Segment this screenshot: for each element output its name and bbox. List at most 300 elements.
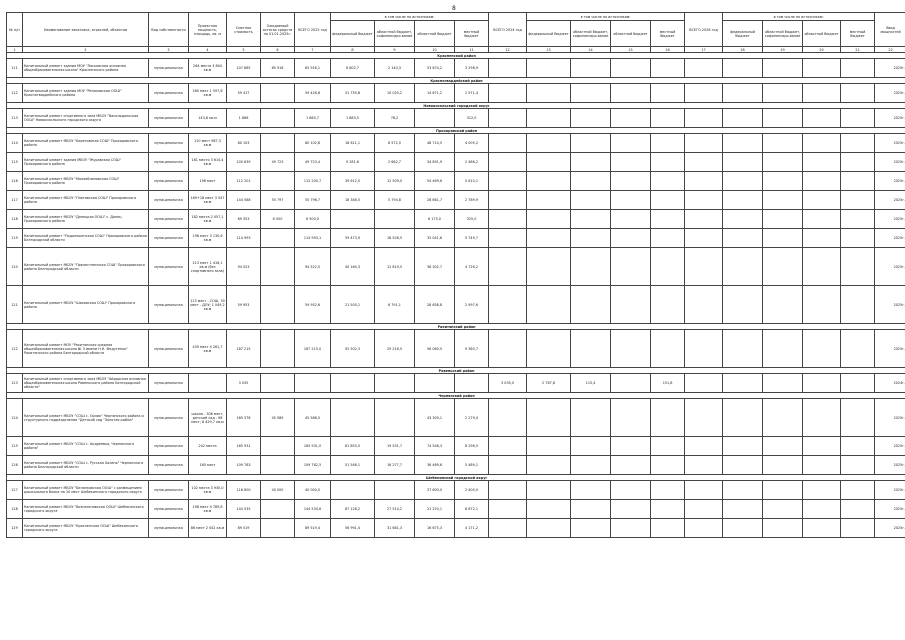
cell-t24 (489, 437, 527, 456)
cell-cap: 182 места 2 057,1 кв.м (189, 210, 227, 229)
cell-no: 129 (7, 519, 23, 538)
cell-l26 (841, 172, 875, 191)
cell-t26 (685, 456, 723, 475)
cell-no: 119 (7, 229, 23, 248)
cell-cost: 94 523 (227, 248, 261, 286)
cell-name: Капитальный ремонт МБОУ "СОШ с. Орлик" Чернянского района и структурного подразделения "Детский сад "Золотая рыбка" (23, 399, 149, 437)
header-federal: федеральный бюджет (723, 21, 763, 47)
column-number: 19 (763, 47, 803, 53)
cell-cost: 187 215 (227, 330, 261, 368)
cell-t26 (685, 500, 723, 519)
cell-fed: 92 502,3 (331, 330, 375, 368)
cell-f26 (723, 437, 763, 456)
cell-own: муниципальная (149, 172, 189, 191)
cell-t26 (685, 248, 723, 286)
cell-reg: 34 891,9 (415, 153, 455, 172)
cell-t24 (489, 84, 527, 103)
cell-tot: 55 796,7 (295, 191, 331, 210)
cell-f26 (723, 229, 763, 248)
cell-t24 (489, 210, 527, 229)
cell-year: 2025г. (875, 210, 905, 229)
cell-cap: 181 место 3 614,4 кв.м (189, 153, 227, 172)
cell-rc26 (763, 330, 803, 368)
cell-no: 111 (7, 59, 23, 78)
cell-l26 (841, 374, 875, 393)
cell-year: 2025г. (875, 456, 905, 475)
header-regional: областной бюджет (415, 21, 455, 47)
cell-tot: 59 426,6 (295, 84, 331, 103)
table-row (7, 210, 905, 229)
cell-own: муниципальная (149, 330, 189, 368)
cell-cost: 59 953 (227, 286, 261, 324)
cell-name: Капитальный ремонт МБОУ "Красненская ООШ" Шебекинского городского округа (23, 519, 149, 538)
cell-tot (295, 374, 331, 393)
cell-rc26 (763, 153, 803, 172)
cell-rem: 65 916 (261, 59, 295, 78)
cell-cap: 110 мест 987,3 кв.м (189, 134, 227, 153)
cell-year: 2025г. (875, 500, 905, 519)
cell-loc: 2 486,2 (455, 153, 489, 172)
cell-f26 (723, 248, 763, 286)
cell-t26 (685, 330, 723, 368)
cell-rcof: 31 681,3 (375, 519, 415, 538)
cell-rem (261, 456, 295, 475)
cell-loc (455, 374, 489, 393)
column-number: 6 (261, 47, 295, 53)
cell-own: муниципальная (149, 437, 189, 456)
cell-r24 (611, 399, 651, 437)
cell-f26 (723, 109, 763, 128)
cell-name: Капитальный ремонт здания МБОУ "Журавская СОШ" Прохоровского района (23, 153, 149, 172)
cell-l26 (841, 109, 875, 128)
cell-rcof (375, 399, 415, 437)
column-number: 8 (331, 47, 375, 53)
cell-year: 2025г. (875, 437, 905, 456)
cell-reg: 28 658,8 (415, 286, 455, 324)
column-number: 20 (803, 47, 841, 53)
header-capacity: Проектная мощность, площадь, кв. м (189, 13, 227, 47)
cell-l26 (841, 134, 875, 153)
cell-rc26 (763, 519, 803, 538)
header-federal: федеральный бюджет (527, 21, 571, 47)
cell-reg: 28 861,7 (415, 191, 455, 210)
cell-l24 (651, 172, 685, 191)
cell-t24 (489, 153, 527, 172)
cell-f24 (527, 437, 571, 456)
cell-no: 121 (7, 286, 23, 324)
cell-l24 (651, 153, 685, 172)
cell-no: 122 (7, 330, 23, 368)
cell-reg: 74 548,3 (415, 437, 455, 456)
cell-cap: 264 места 3 844 кв.м (189, 59, 227, 78)
column-number: 4 (189, 47, 227, 53)
cell-l26 (841, 399, 875, 437)
cell-tot: 80 102,8 (295, 134, 331, 153)
cell-f26 (723, 191, 763, 210)
cell-l26 (841, 456, 875, 475)
cell-rc26 (763, 84, 803, 103)
cell-own: муниципальная (149, 109, 189, 128)
column-number: 10 (415, 47, 455, 53)
cell-rc24 (571, 500, 611, 519)
cell-r24 (611, 153, 651, 172)
cell-loc: 3 298,9 (455, 59, 489, 78)
cell-r26 (803, 210, 841, 229)
cell-cost: 109 783 (227, 456, 261, 475)
header-total-2026: ВСЕГО 2026 год (685, 13, 723, 47)
cell-loc: 2 997,6 (455, 286, 489, 324)
cell-t26 (685, 519, 723, 538)
cell-rcof: 8 572,0 (375, 134, 415, 153)
cell-rc24 (571, 84, 611, 103)
column-number: 22 (875, 47, 905, 53)
column-number: 15 (611, 47, 651, 53)
cell-own: муниципальная (149, 481, 189, 500)
cell-tot: 49 723,4 (295, 153, 331, 172)
cell-l26 (841, 59, 875, 78)
cell-fed (331, 481, 375, 500)
cell-year: 2024г. (875, 374, 905, 393)
header-row-group (7, 13, 905, 21)
cell-fed: 1 883,5 (331, 109, 375, 128)
cell-fed: 59 473,9 (331, 229, 375, 248)
header-no: № п/п (7, 13, 23, 47)
cell-name: Капитальный ремонт МБОУ "СОШ с. Русская Халань" Чернянского района Белгородской области (23, 456, 149, 475)
cell-rem (261, 172, 295, 191)
cell-rc24 (571, 330, 611, 368)
cell-rcof: 2 662,7 (375, 153, 415, 172)
cell-f24 (527, 59, 571, 78)
cell-name: Капитальный ремонт МБОУ "Белянковская ООШ" с размещением дошкольного блока на 20 мест Шебекинского городского округа (23, 481, 149, 500)
cell-fed: 56 991,4 (331, 519, 375, 538)
cell-rc26 (763, 500, 803, 519)
cell-fed (331, 374, 375, 393)
cell-year: 2025г. (875, 153, 905, 172)
cell-l26 (841, 210, 875, 229)
table-row (7, 286, 905, 324)
cell-r26 (803, 286, 841, 324)
cell-no: 126 (7, 456, 23, 475)
cell-l24 (651, 84, 685, 103)
cell-l24 (651, 286, 685, 324)
cell-f26 (723, 172, 763, 191)
header-federal: федеральный бюджет (331, 21, 375, 47)
cell-rcof (375, 374, 415, 393)
cell-no: 124 (7, 399, 23, 437)
cell-rc24 (571, 59, 611, 78)
table-row (7, 437, 905, 456)
cell-tot: 65 916,1 (295, 59, 331, 78)
column-number: 18 (723, 47, 763, 53)
cell-own: муниципальная (149, 399, 189, 437)
cell-name: Капитальный ремонт спортивного зала МБОУ "Айдарская основная общеобразовательная школа Ровеньского района Белгородской области" (23, 374, 149, 393)
cell-f26 (723, 399, 763, 437)
cell-no: 120 (7, 248, 23, 286)
cell-loc: 325,0 (455, 210, 489, 229)
cell-f24 (527, 519, 571, 538)
cell-rc26 (763, 191, 803, 210)
cell-rc24 (571, 172, 611, 191)
cell-rcof (375, 481, 415, 500)
cell-reg: 21 220,1 (415, 500, 455, 519)
cell-reg: 6 175,0 (415, 210, 455, 229)
header-regional-cofin: областной бюджет, софинансиро-вание (571, 21, 611, 47)
cell-t24 (489, 109, 527, 128)
cell-fed: 40 164,3 (331, 248, 375, 286)
column-number: 17 (685, 47, 723, 53)
cell-name: Капитальный ремонт здания МОУ "Репяховская ООШ" Красногвардейского района (23, 84, 149, 103)
cell-tot: 109 782,5 (295, 456, 331, 475)
cell-r24 (611, 84, 651, 103)
cell-fed: 6 802,7 (331, 59, 375, 78)
cell-loc: 2 789,9 (455, 191, 489, 210)
cell-rc26 (763, 59, 803, 78)
header-regional-cofin: областной бюджет, софинансиро-вание (375, 21, 415, 47)
cell-cost: 169 378 (227, 399, 261, 437)
column-number: 1 (7, 47, 23, 53)
cell-reg: 14 671,2 (415, 84, 455, 103)
column-number: 21 (841, 47, 875, 53)
cell-r26 (803, 59, 841, 78)
cell-no: 114 (7, 134, 23, 153)
header-local: местный бюджет (841, 21, 875, 47)
cell-rem: 40 000 (261, 481, 295, 500)
cell-year: 2025г. (875, 172, 905, 191)
cell-rem: 45 589 (261, 399, 295, 437)
cell-t24 (489, 481, 527, 500)
cell-r26 (803, 134, 841, 153)
cell-year: 2025г. (875, 109, 905, 128)
cell-f26 (723, 210, 763, 229)
table-row (7, 500, 905, 519)
cell-l24: 151,8 (651, 374, 685, 393)
cell-t26 (685, 481, 723, 500)
cell-f24: 2 787,8 (527, 374, 571, 393)
column-number: 2 (23, 47, 149, 53)
cell-cost: 107 685 (227, 59, 261, 78)
cell-f26 (723, 153, 763, 172)
cell-name: Капитальный ремонт МБОУ "Прелестненская СОШ" Прохоровского района Белгородской области (23, 248, 149, 286)
cell-rem (261, 286, 295, 324)
cell-f26 (723, 456, 763, 475)
cell-reg: 53 674,2 (415, 59, 455, 78)
cell-rem (261, 437, 295, 456)
cell-fed: 18 346,5 (331, 191, 375, 210)
cell-cap: школа - 308 мест, детский сад - 98 мест; 8 429,7 кв.м (189, 399, 227, 437)
cell-l24 (651, 191, 685, 210)
header-local: местный бюджет (455, 21, 489, 47)
cell-f26 (723, 500, 763, 519)
cell-rc26 (763, 399, 803, 437)
cell-name: Капитальный ремонт МБОУ "Береговская СОШ" Прохоровского района (23, 134, 149, 153)
cell-l24 (651, 134, 685, 153)
cell-rc26 (763, 456, 803, 475)
cell-rc24 (571, 399, 611, 437)
table-body (7, 53, 905, 538)
cell-cap: 439 мест 4 261,7 кв.м (189, 330, 227, 368)
cell-t24 (489, 500, 527, 519)
column-number: 13 (527, 47, 571, 53)
cell-r24 (611, 229, 651, 248)
cell-year: 2025г. (875, 191, 905, 210)
cell-own: муниципальная (149, 191, 189, 210)
cell-f26 (723, 519, 763, 538)
cell-reg: 48 714,5 (415, 134, 455, 153)
cell-rc26 (763, 172, 803, 191)
cell-loc: 2 971,4 (455, 84, 489, 103)
cell-f26 (723, 134, 763, 153)
cell-r26 (803, 437, 841, 456)
cell-f24 (527, 481, 571, 500)
cell-cap: 198 мест (189, 172, 227, 191)
cell-rc24 (571, 191, 611, 210)
column-number: 7 (295, 47, 331, 53)
cell-no: 118 (7, 210, 23, 229)
header-regional: областной бюджет (803, 21, 841, 47)
cell-reg: 32 041,6 (415, 229, 455, 248)
cell-rc24 (571, 109, 611, 128)
cell-rem (261, 374, 295, 393)
cell-l24 (651, 456, 685, 475)
cell-f26 (723, 286, 763, 324)
cell-l26 (841, 286, 875, 324)
cell-loc: 2 279,4 (455, 399, 489, 437)
cell-t26 (685, 374, 723, 393)
cell-rcof: 16 277,7 (375, 456, 415, 475)
cell-rc24 (571, 134, 611, 153)
section-title: Красногвардейский район (7, 78, 905, 84)
cell-tot: 144 534,6 (295, 500, 331, 519)
cell-f24 (527, 210, 571, 229)
cell-r26 (803, 153, 841, 172)
cell-r26 (803, 109, 841, 128)
cell-year: 2025г. (875, 286, 905, 324)
cell-r26 (803, 399, 841, 437)
cell-no: 128 (7, 500, 23, 519)
cell-no: 112 (7, 84, 23, 103)
table-row (7, 191, 905, 210)
header-sources-2024: в том числе по источникам: (527, 13, 685, 21)
cell-own: муниципальная (149, 210, 189, 229)
cell-l24 (651, 229, 685, 248)
cell-f24 (527, 134, 571, 153)
cell-fed (331, 399, 375, 437)
cell-rc26 (763, 248, 803, 286)
section-title: Новооскольский городской округ (7, 103, 905, 109)
cell-l24 (651, 481, 685, 500)
cell-year: 2025г. (875, 59, 905, 78)
cell-rcof: 10 020,2 (375, 84, 415, 103)
cell-t26 (685, 437, 723, 456)
cell-f24 (527, 109, 571, 128)
cell-l24 (651, 399, 685, 437)
cell-rc24: 115,4 (571, 374, 611, 393)
cell-rcof (375, 210, 415, 229)
cell-rc26 (763, 109, 803, 128)
cell-rem (261, 248, 295, 286)
cell-rc26 (763, 286, 803, 324)
cell-r26 (803, 84, 841, 103)
cell-cost: 144 588 (227, 191, 261, 210)
cell-rcof: 27 514,2 (375, 500, 415, 519)
section-title: Ровеньский район (7, 368, 905, 374)
cell-t26 (685, 229, 723, 248)
cell-no: 127 (7, 481, 23, 500)
cell-rem: 55 797 (261, 191, 295, 210)
column-number: 16 (651, 47, 685, 53)
cell-rc26 (763, 229, 803, 248)
cell-t26 (685, 84, 723, 103)
cell-loc: 2 400,0 (455, 481, 489, 500)
cell-l26 (841, 437, 875, 456)
table-row (7, 374, 905, 393)
cell-f26 (723, 481, 763, 500)
cell-cap: 198 мест 4 789,8 кв.м (189, 500, 227, 519)
cell-cost: 80 103 (227, 134, 261, 153)
cell-l26 (841, 84, 875, 103)
cell-reg: 37 600,0 (415, 481, 455, 500)
cell-l24 (651, 500, 685, 519)
cell-year: 2025г. (875, 330, 905, 368)
cell-fed: 87 128,2 (331, 500, 375, 519)
table-row (7, 172, 905, 191)
cell-fed: 39 612,0 (331, 172, 375, 191)
cell-f26 (723, 84, 763, 103)
cell-rc26 (763, 437, 803, 456)
cell-f24 (527, 229, 571, 248)
cell-r24 (611, 500, 651, 519)
cell-own: муниципальная (149, 134, 189, 153)
cell-loc: 312,0 (455, 109, 489, 128)
cell-own: муниципальная (149, 59, 189, 78)
cell-t24 (489, 456, 527, 475)
cell-t24 (489, 399, 527, 437)
cell-t24 (489, 191, 527, 210)
cell-t26 (685, 59, 723, 78)
cell-rc24 (571, 481, 611, 500)
cell-l24 (651, 210, 685, 229)
cell-cost: 144 535 (227, 500, 261, 519)
cell-rem (261, 229, 295, 248)
cell-loc: 5 489,1 (455, 456, 489, 475)
cell-r26 (803, 172, 841, 191)
cell-r24 (611, 59, 651, 78)
cell-t24 (489, 172, 527, 191)
cell-t26 (685, 134, 723, 153)
cell-loc: 4 726,2 (455, 248, 489, 286)
cell-r24 (611, 330, 651, 368)
cell-f24 (527, 330, 571, 368)
cell-t24 (489, 519, 527, 538)
cell-tot: 165 931,0 (295, 437, 331, 456)
table-row (7, 229, 905, 248)
cell-fed (331, 210, 375, 229)
cell-cost: 69 353 (227, 210, 261, 229)
cell-tot: 94 522,5 (295, 248, 331, 286)
cell-l26 (841, 153, 875, 172)
cell-l26 (841, 191, 875, 210)
cell-cap: 143,6 кв.м (189, 109, 227, 128)
cell-fed: 21 505,1 (331, 286, 375, 324)
cell-rcof: 12 819,5 (375, 248, 415, 286)
cell-rcof: 2 140,3 (375, 59, 415, 78)
cell-cap: 242 места (189, 437, 227, 456)
cell-loc: 8 296,5 (455, 437, 489, 456)
cell-t26 (685, 286, 723, 324)
cell-r26 (803, 248, 841, 286)
cell-t24 (489, 286, 527, 324)
cell-own: муниципальная (149, 456, 189, 475)
